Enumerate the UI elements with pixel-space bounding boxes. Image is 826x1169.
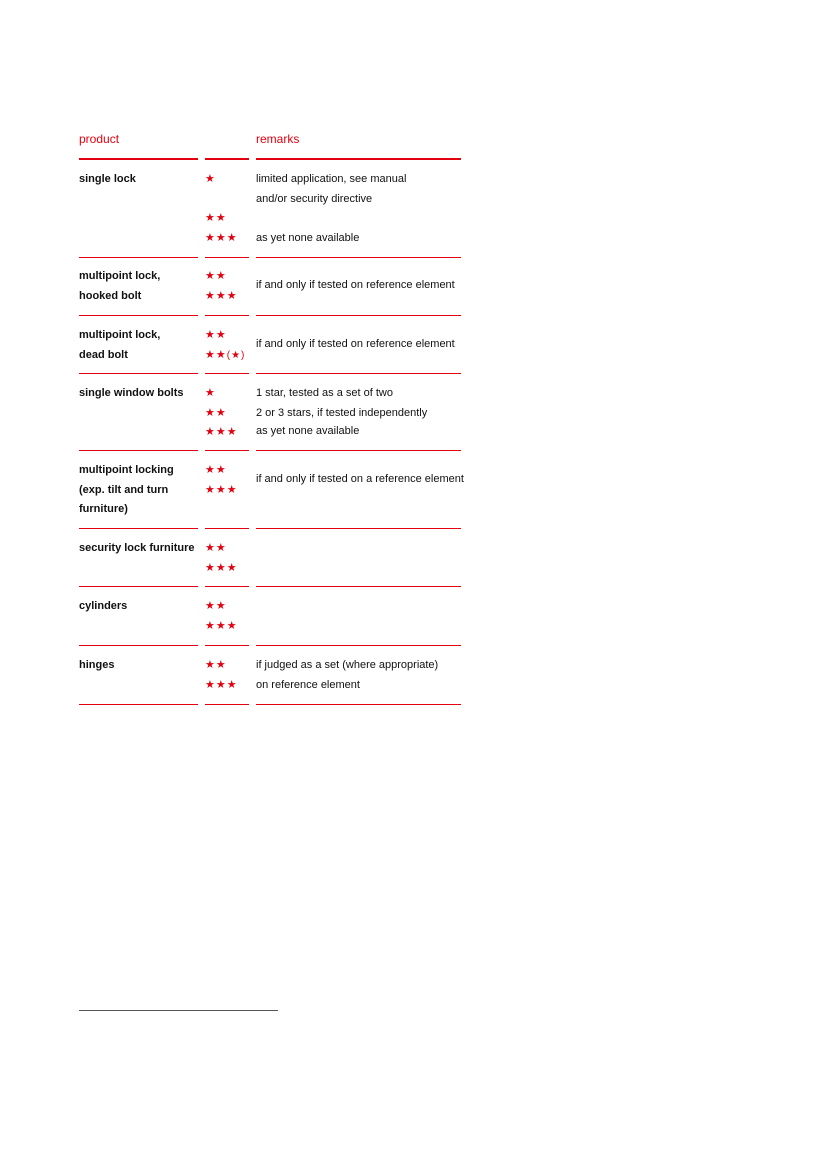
star-rating: ★★(★) xyxy=(205,348,246,361)
star-rating: ★★★ xyxy=(205,678,238,691)
remark-text: as yet none available xyxy=(256,231,360,244)
star-rating: ★★★ xyxy=(205,426,238,438)
product-name: dead bolt xyxy=(79,348,128,361)
row-divider xyxy=(205,257,249,258)
product-name: single lock xyxy=(79,173,136,185)
star-rating: ★★ xyxy=(205,212,227,224)
star-rating: ★★ xyxy=(205,406,227,419)
remark-text: if and only if tested on reference element xyxy=(256,279,455,291)
row-divider xyxy=(205,704,249,705)
row-divider xyxy=(256,450,461,451)
product-name: hinges xyxy=(79,659,115,671)
row-divider xyxy=(79,528,198,529)
remark-text: and/or security directive xyxy=(256,192,373,205)
product-name: (exp. tilt and turn xyxy=(79,483,169,496)
row-divider xyxy=(256,528,461,529)
row-divider xyxy=(256,373,461,374)
remark-text: if and only if tested on a reference element xyxy=(256,473,464,485)
row-divider xyxy=(256,645,461,646)
row-divider xyxy=(79,315,198,316)
row-divider xyxy=(79,257,198,258)
star-rating: ★★ xyxy=(205,329,227,341)
row-divider xyxy=(205,373,249,374)
header-rule-product xyxy=(79,158,198,160)
row-divider xyxy=(256,315,461,316)
star-rating: ★★★ xyxy=(205,483,238,496)
product-name: single window bolts xyxy=(79,387,184,399)
remark-text: if and only if tested on reference element xyxy=(256,338,455,350)
remark-text: limited application, see manual xyxy=(256,173,407,185)
row-divider xyxy=(256,586,461,587)
row-divider xyxy=(205,315,249,316)
star-rating: ★★★ xyxy=(205,619,238,632)
row-divider xyxy=(205,528,249,529)
row-divider xyxy=(79,586,198,587)
footnote-rule xyxy=(79,1010,278,1011)
remark-text: 1 star, tested as a set of two xyxy=(256,387,393,399)
row-divider xyxy=(79,645,198,646)
product-name: security lock furniture xyxy=(79,542,195,554)
row-divider xyxy=(205,586,249,587)
star-rating: ★★ xyxy=(205,659,227,671)
row-divider xyxy=(79,704,198,705)
optional-star: (★) xyxy=(226,349,246,361)
row-divider xyxy=(256,257,461,258)
star-rating: ★ xyxy=(205,387,216,399)
header-product: product xyxy=(79,132,120,146)
row-divider xyxy=(79,450,198,451)
row-divider xyxy=(205,645,249,646)
star-rating: ★★ xyxy=(205,270,227,282)
remark-text: if judged as a set (where appropriate) xyxy=(256,659,439,671)
star-rating: ★★★ xyxy=(205,289,238,302)
row-divider xyxy=(205,450,249,451)
product-name: furniture) xyxy=(79,503,128,515)
header-rule-remarks xyxy=(256,158,461,160)
star-rating: ★★★ xyxy=(205,561,238,574)
header-rule-stars xyxy=(205,158,249,160)
star-rating: ★★★ xyxy=(205,231,238,244)
header-remarks: remarks xyxy=(256,132,300,146)
remark-text: as yet none available xyxy=(256,425,360,437)
product-name: hooked bolt xyxy=(79,289,142,302)
row-divider xyxy=(79,373,198,374)
product-name: multipoint locking xyxy=(79,464,174,476)
remark-text: on reference element xyxy=(256,679,360,691)
star-rating: ★★ xyxy=(205,600,227,612)
product-name: multipoint lock, xyxy=(79,270,161,282)
star-rating: ★★ xyxy=(205,464,227,476)
remark-text: 2 or 3 stars, if tested independently xyxy=(256,407,428,419)
star-rating: ★ xyxy=(205,173,216,185)
product-name: cylinders xyxy=(79,600,128,612)
row-divider xyxy=(256,704,461,705)
star-rating: ★★ xyxy=(205,542,227,554)
product-name: multipoint lock, xyxy=(79,329,161,341)
